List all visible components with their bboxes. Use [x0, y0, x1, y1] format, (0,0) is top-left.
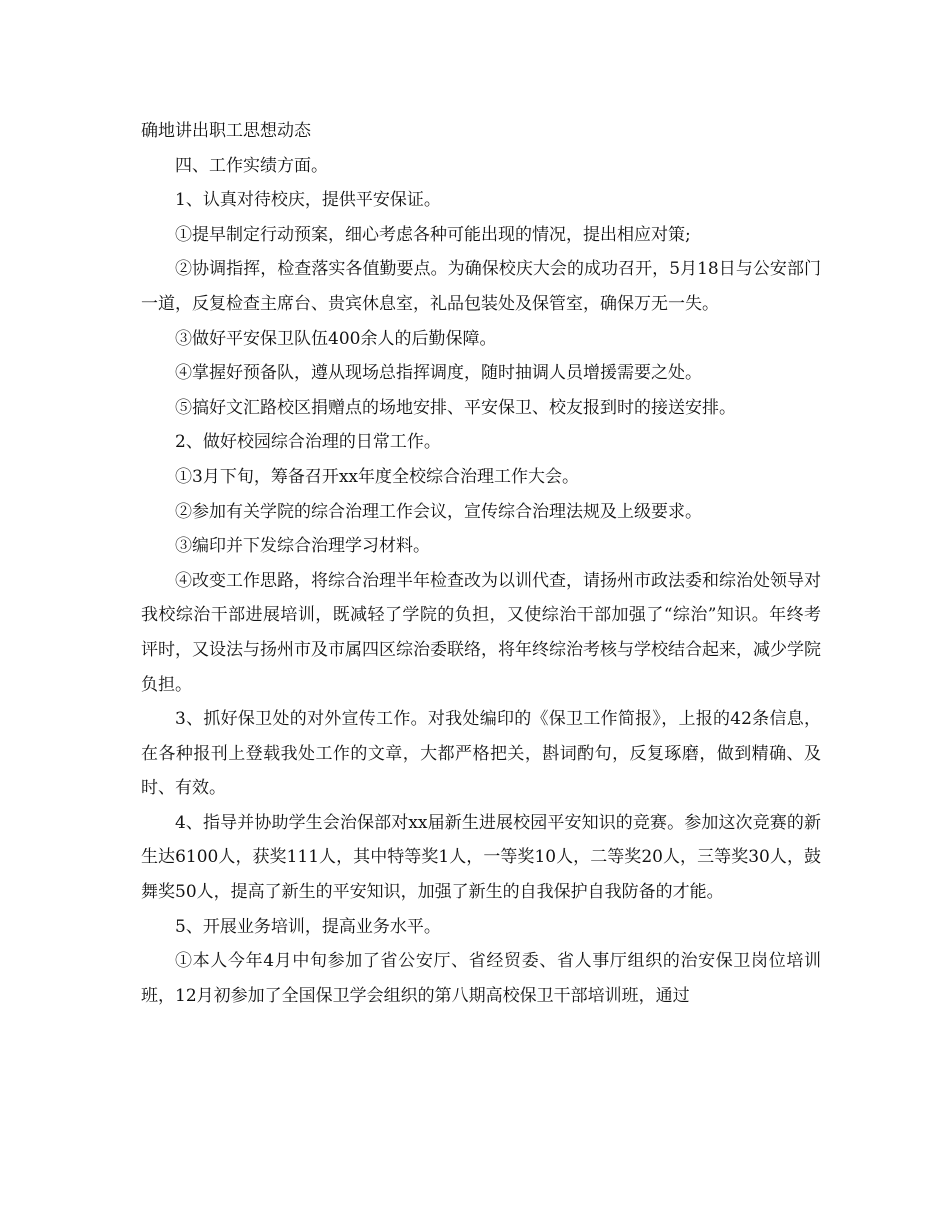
item-3-paragraph: 3、抓好保卫处的对外宣传工作。对我处编印的《保卫工作简报》，上报的42条信息，在各种报刊上登载我处工作的文章，大都严格把关，斟词酌句，反复琢磨，做到精确、及时、有效。 [141, 709, 821, 799]
item-2-sub-4: ④改变工作思路，将综合治理半年检查改为以训代查，请扬州市政法委和综治处领导对我校综治干部进展培训，既减轻了学院的负担，又使综治干部加强了“综治”知识。年终考评时，又设法与扬州市及市属四区综治委联络，将年终综治考核与学校结合起来，减少学院负担。 [141, 570, 821, 695]
item-2-sub-3: ③编印并下发综合治理学习材料。 [175, 536, 430, 557]
item-2-sub-2: ②参加有关学院的综合治理工作会议，宣传综合治理法规及上级要求。 [175, 501, 702, 522]
item-2-sub-1: ①3月下旬，筹备召开xx年度全校综合治理工作大会。 [175, 466, 579, 487]
item-1-sub-1: ①提早制定行动预案，细心考虑各种可能出现的情况，提出相应对策; [175, 224, 691, 245]
document-body [141, 114, 821, 1013]
item-1-sub-2: ②协调指挥，检查落实各值勤要点。为确保校庆大会的成功召开，5月18日与公安部门一道，反复检查主席台、贵宾休息室，礼品包装处及保管室，确保万无一失。 [141, 259, 821, 314]
item-1-sub-4: ④掌握好预备队，遵从现场总指挥调度，随时抽调人员增援需要之处。 [175, 363, 702, 384]
item-5-sub-1: ①本人今年4月中旬参加了省公安厅、省经贸委、省人事厅组织的治安保卫岗位培训班，12月初参加了全国保卫学会组织的第八期高校保卫干部培训班，通过 [141, 951, 821, 1006]
item-2-heading: 2、做好校园综合治理的日常工作。 [175, 432, 441, 453]
paragraph-continuation: 确地讲出职工思想动态 [141, 121, 311, 141]
item-1-sub-5: ⑤搞好文汇路校区捐赠点的场地安排、平安保卫、校友报到时的接送安排。 [175, 397, 736, 418]
item-5-heading: 5、开展业务培训，提高业务水平。 [175, 916, 441, 937]
item-1-sub-3: ③做好平安保卫队伍400余人的后勤保障。 [175, 328, 497, 349]
section-heading-work-results: 四、工作实绩方面。 [175, 155, 328, 176]
item-4-paragraph: 4、指导并协助学生会治保部对xx届新生进展校园平安知识的竞赛。参加这次竞赛的新生达6100人，获奖111人，其中特等奖1人，一等奖10人，二等奖20人，三等奖30人，鼓舞奖50人，提高了新生的平安知识，加强了新生的自我保护自我防备的才能。 [141, 812, 821, 903]
item-1-heading: 1、认真对待校庆，提供平安保证。 [175, 190, 441, 211]
